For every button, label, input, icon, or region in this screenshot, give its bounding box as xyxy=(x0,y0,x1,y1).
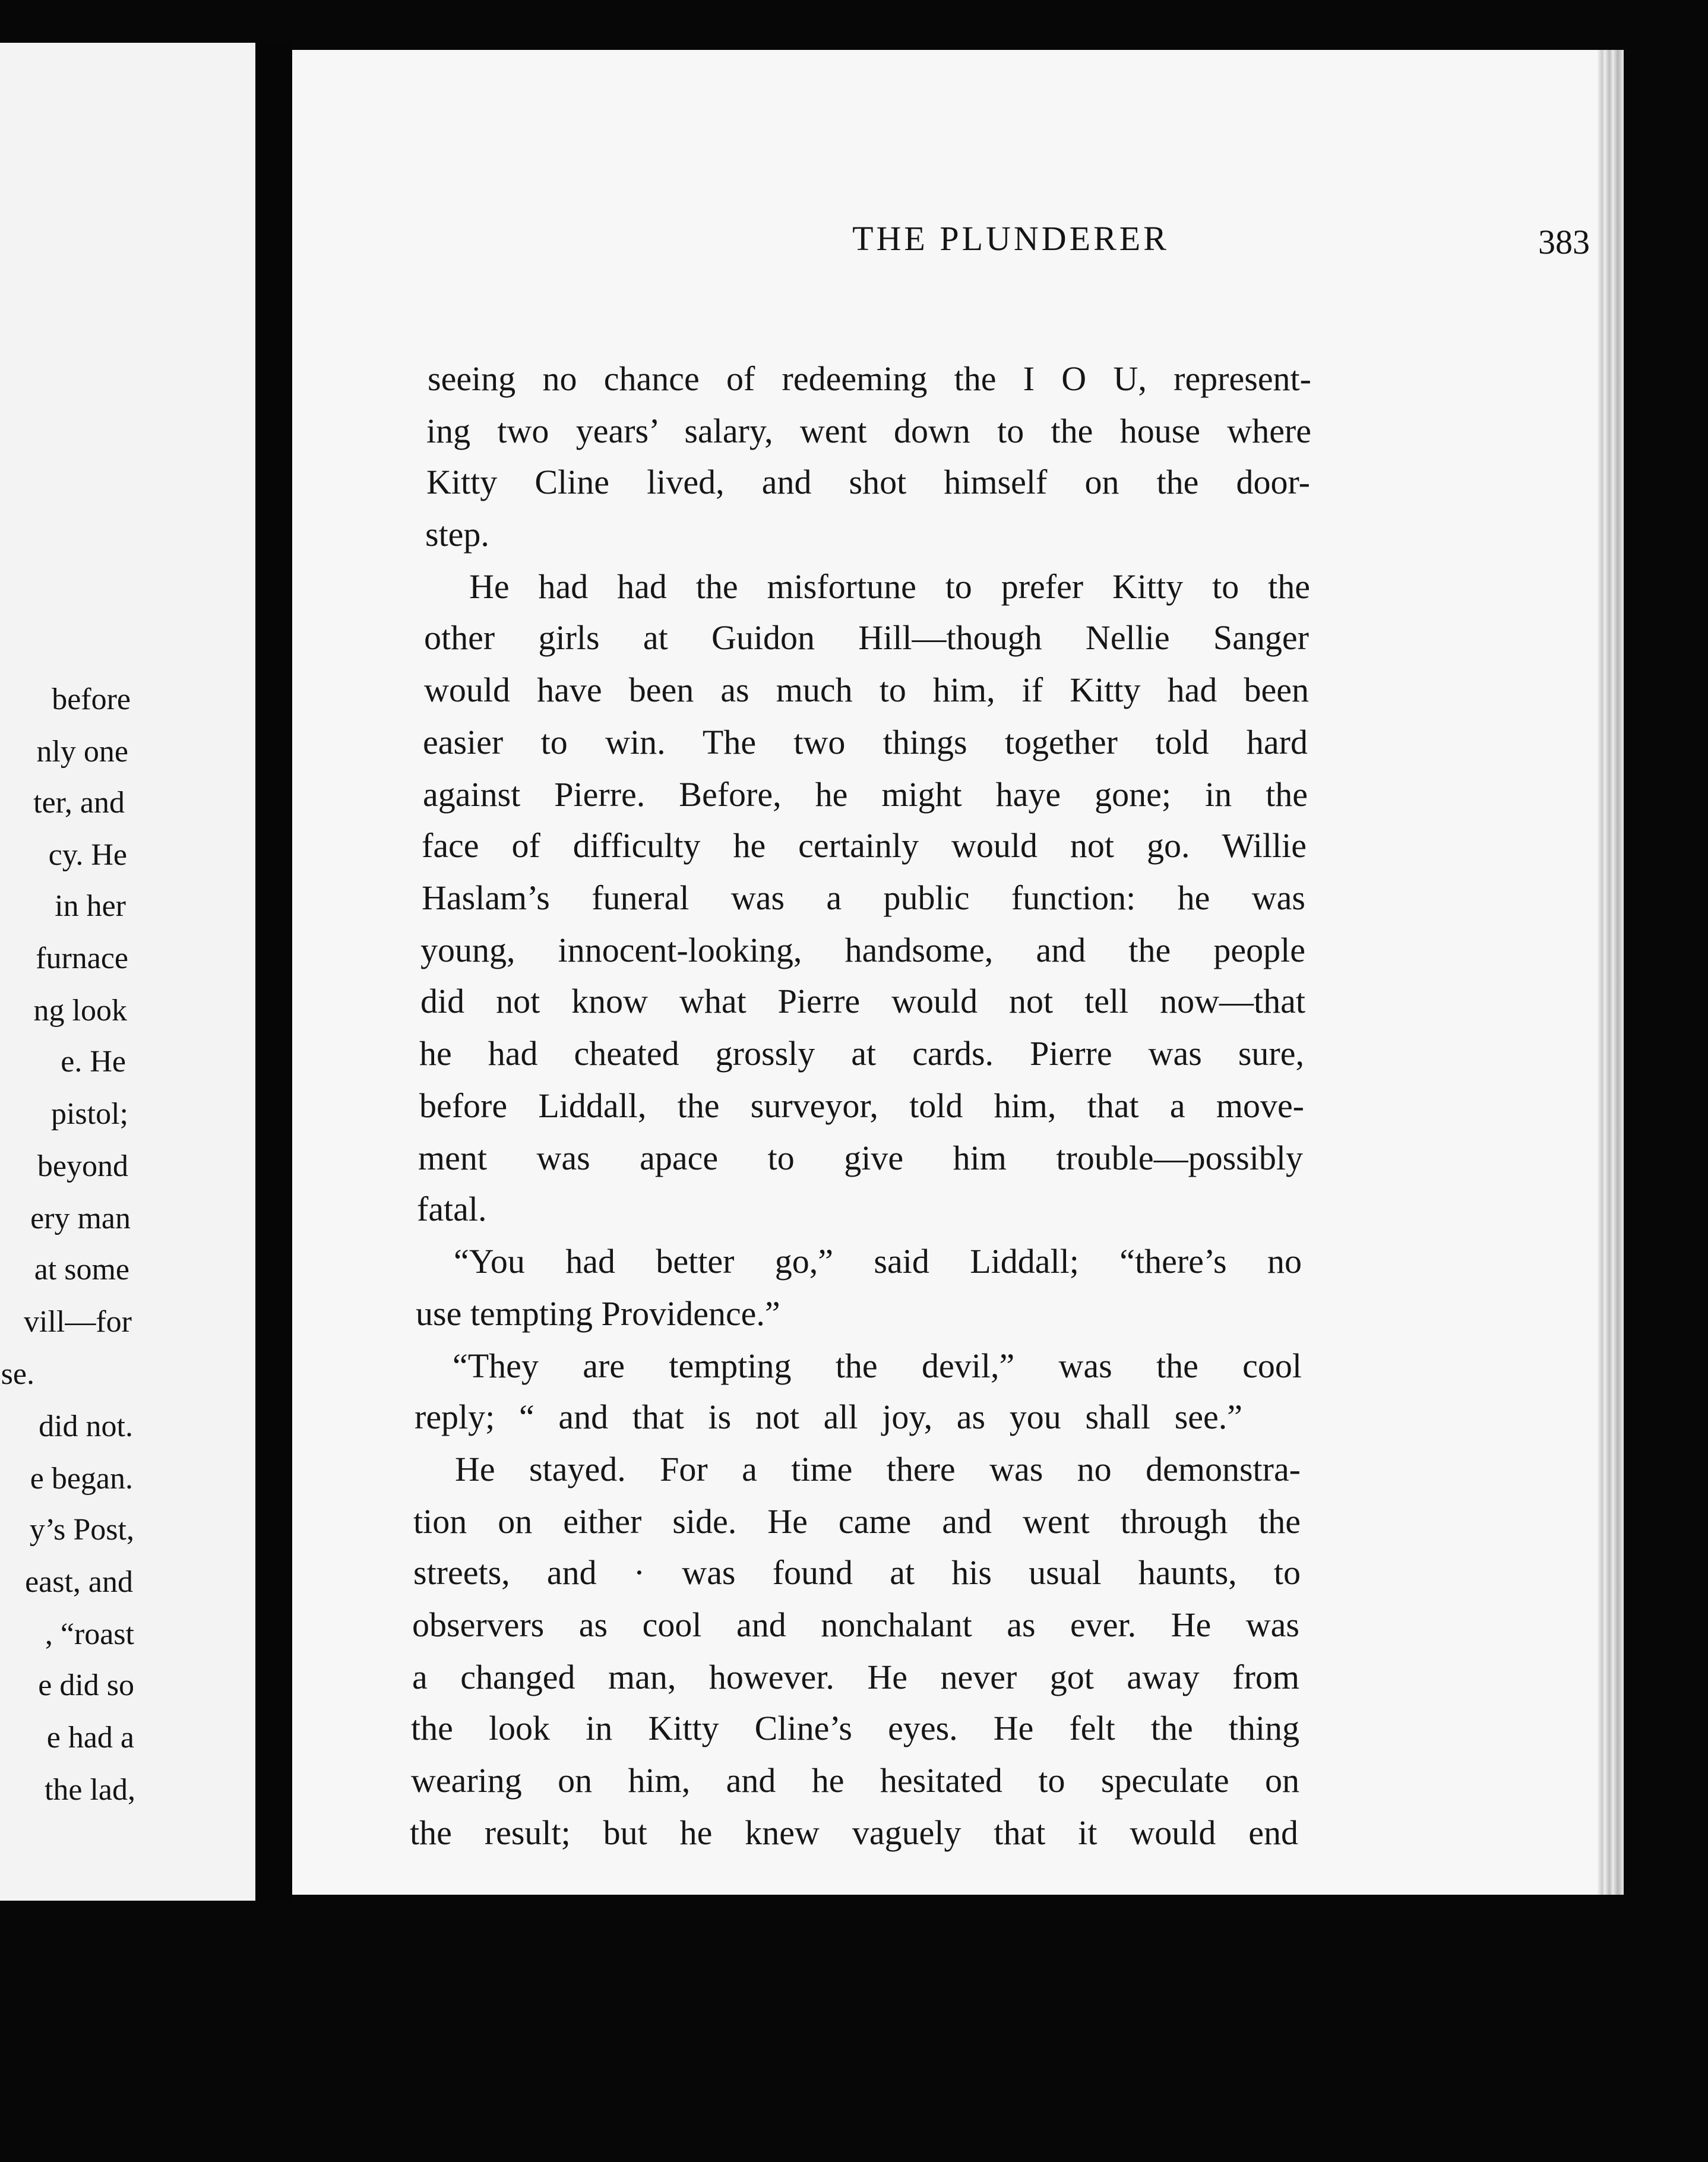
text-line: use tempting Providence.” xyxy=(416,1294,780,1333)
text-line: did not know what Pierre would not tell now—that xyxy=(420,982,1305,1020)
left-page-line: ter, and xyxy=(33,786,125,820)
text-line: fatal. xyxy=(417,1190,487,1228)
page-number: 383 xyxy=(1538,223,1590,261)
text-line: streets, and · was found at his usual haunts, to xyxy=(413,1553,1301,1592)
page-edge-stack xyxy=(1598,50,1624,1895)
text-line: Kitty Cline lived, and shot himself on the door- xyxy=(426,463,1310,501)
text-line: young, innocent-looking, handsome, and the people xyxy=(420,931,1305,969)
text-line: the result; but he knew vaguely that it would end xyxy=(410,1813,1298,1852)
left-page-line: did not. xyxy=(39,1409,133,1443)
running-head: THE PLUNDERER xyxy=(852,219,1169,258)
text-line: ment was apace to give him trouble—possibly xyxy=(418,1139,1303,1177)
text-line: a changed man, however. He never got away from xyxy=(412,1658,1299,1696)
left-page-line: beyond xyxy=(37,1149,128,1183)
text-line: wearing on him, and he hesitated to speculate on xyxy=(411,1761,1299,1800)
left-page-line: e did so xyxy=(38,1668,134,1702)
left-page-line: in her xyxy=(55,889,126,923)
text-line: would have been as much to him, if Kitty had been xyxy=(424,671,1309,709)
text-line: step. xyxy=(425,515,489,554)
text-line: easier to win. The two things together told hard xyxy=(423,723,1308,761)
left-page-line: ery man xyxy=(30,1202,131,1235)
left-page-line: furnace xyxy=(36,941,128,975)
text-line: He had had the misfortune to prefer Kitty to the xyxy=(469,567,1310,606)
text-line: other girls at Guidon Hill—though Nellie Sanger xyxy=(424,618,1309,657)
left-page-line: y’s Post, xyxy=(29,1513,134,1547)
text-line: ing two years’ salary, went down to the house where xyxy=(426,412,1311,450)
text-line: seeing no chance of redeeming the I O U, represent- xyxy=(428,359,1311,398)
text-line: face of difficulty he certainly would not go. Willie xyxy=(422,826,1307,865)
left-page-line: the lad, xyxy=(44,1773,135,1807)
text-line: “You had better go,” said Liddall; “there’s no xyxy=(454,1242,1302,1281)
left-page-line: e had a xyxy=(46,1721,134,1755)
left-page-line: ng look xyxy=(33,994,127,1028)
left-page-line: pistol; xyxy=(50,1097,128,1131)
text-line: observers as cool and nonchalant as ever. He was xyxy=(412,1605,1299,1644)
book-page xyxy=(292,50,1624,1895)
left-page-line: vill—for xyxy=(24,1305,132,1339)
left-page-line: before xyxy=(52,682,131,716)
left-page-line: nly one xyxy=(36,735,128,769)
text-line: reply; “ and that is not all joy, as you shall see.” xyxy=(415,1398,1242,1436)
text-line: before Liddall, the surveyor, told him, that a move- xyxy=(419,1086,1304,1125)
text-line: he had cheated grossly at cards. Pierre was sure, xyxy=(419,1034,1304,1073)
left-page-line: cy. He xyxy=(48,838,127,872)
text-line: Haslam’s funeral was a public function: he was xyxy=(422,878,1305,917)
text-line: He stayed. For a time there was no demonstra- xyxy=(455,1450,1301,1488)
text-line: the look in Kitty Cline’s eyes. He felt the thing xyxy=(411,1709,1299,1747)
left-page-line: , “roast xyxy=(45,1617,134,1651)
left-page-line: e began. xyxy=(30,1462,133,1496)
book-gutter xyxy=(255,43,292,1901)
text-line: tion on either side. He came and went through the xyxy=(413,1502,1301,1541)
left-page-fragment xyxy=(0,43,255,1901)
text-line: “They are tempting the devil,” was the cool xyxy=(453,1346,1302,1385)
left-page-line: se. xyxy=(1,1357,34,1391)
left-page-line: at some xyxy=(34,1253,129,1287)
text-line: against Pierre. Before, he might haye gone; in the xyxy=(423,775,1308,814)
left-page-line: e. He xyxy=(61,1045,126,1079)
left-page-line: east, and xyxy=(25,1565,133,1599)
